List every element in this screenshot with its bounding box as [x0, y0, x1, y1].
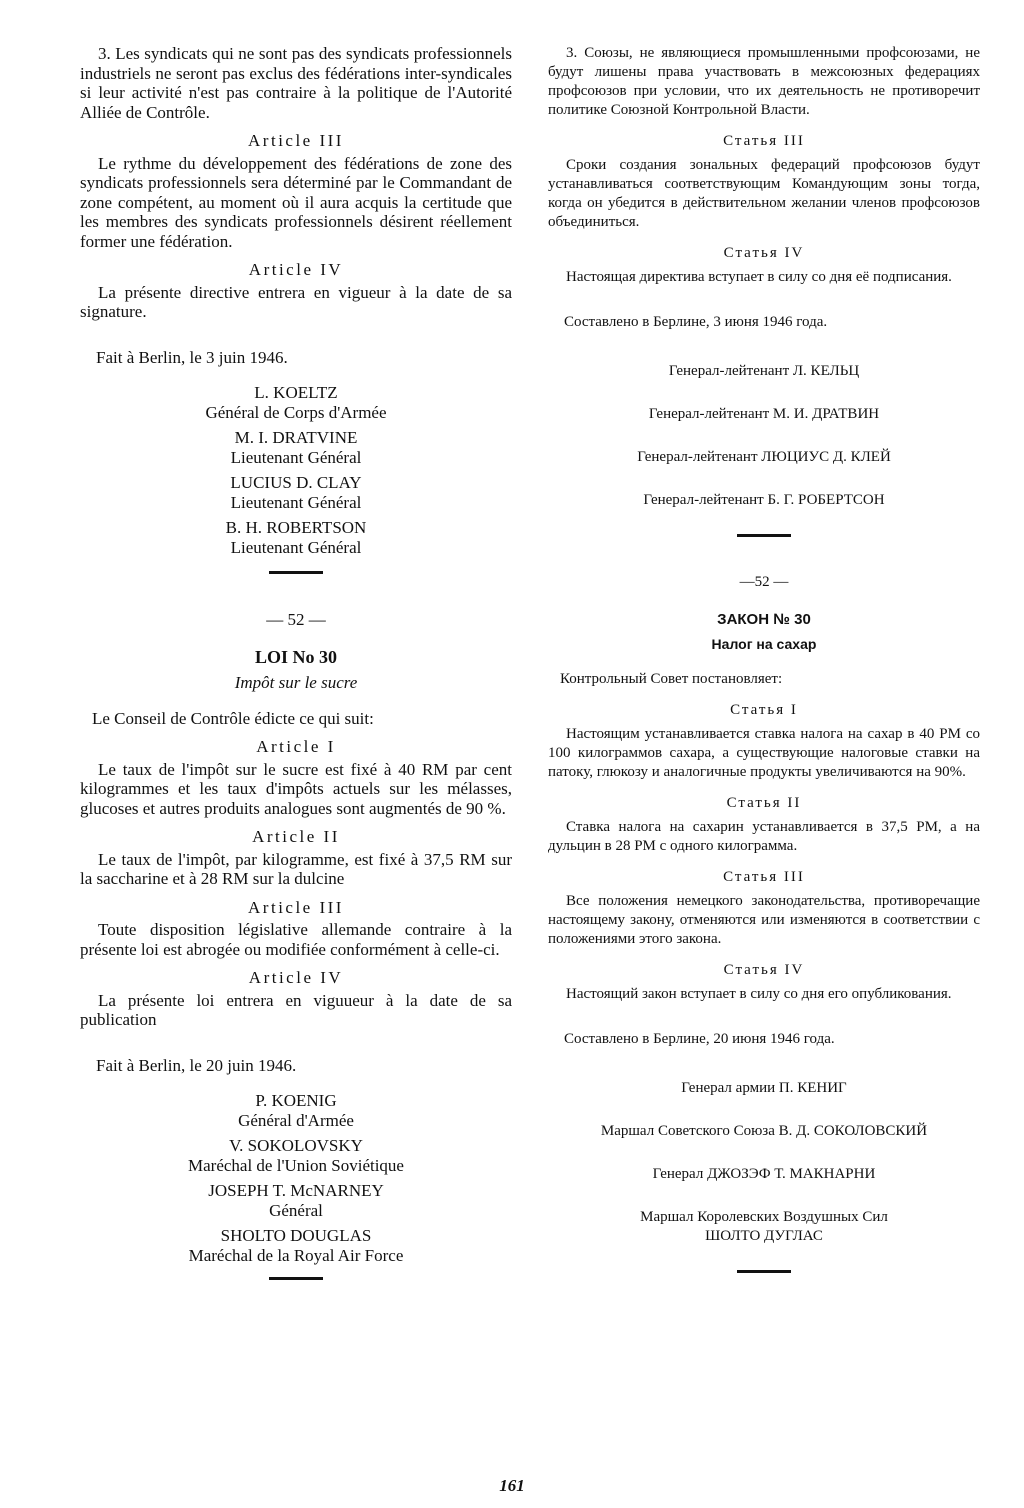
page-number: 161	[499, 1476, 525, 1495]
french-column	[80, 44, 512, 1316]
signatory-name: P. KOENIG	[255, 1091, 337, 1110]
signatory-name: M. I. DRATVINE	[234, 428, 358, 447]
article-text: Ставка налога на сахарин устанавливается в 37,5 РМ, а на дульцин в 28 РМ с одного килограмма.	[548, 819, 980, 854]
signature-line: Генерал-лейтенант ЛЮЦИУС Д. КЛЕЙ	[637, 449, 891, 465]
article-text: Toute disposition législative allemande contraire à la présente loi est abrogée ou modifiée conformément à celle-ci.	[80, 920, 512, 959]
signature-block	[80, 518, 512, 557]
section-divider	[737, 1270, 791, 1273]
signatory-rank: Lieutenant Général	[230, 537, 362, 557]
article-heading: Статья I	[730, 702, 798, 718]
signature-block	[80, 473, 512, 512]
article-heading: Статья III	[723, 133, 805, 149]
law-title: ЗАКОН № 30	[717, 611, 811, 628]
article-heading: Статья II	[726, 795, 802, 811]
signature-line: Генерал армии П. КЕНИГ	[681, 1080, 847, 1096]
law-subtitle: Impôt sur le sucre	[234, 673, 358, 692]
section-divider	[269, 571, 323, 574]
signature-line: Маршал Советского Союза В. Д. СОКОЛОВСКИЙ	[600, 1123, 928, 1139]
article-text: Сроки создания зональных федераций профсоюзов будут устанавливаться соответствующим Командующим зоны тогда, когда он убедится в действительном желании членов профсоюзов объединиться.	[548, 157, 980, 230]
article-heading: Article IV	[248, 968, 344, 987]
article-heading: Article III	[248, 897, 344, 917]
signature-line: Маршал Королевских Воздушных Сил	[640, 1209, 888, 1225]
signatory-rank: Maréchal de l'Union Soviétique	[188, 1155, 404, 1175]
law-intro: Контрольный Совет постановляет:	[560, 671, 783, 687]
article-text: Настоящий закон вступает в силу со дня его опубликования.	[566, 986, 952, 1002]
section-divider	[737, 534, 791, 537]
section-number: —52 —	[739, 574, 789, 590]
signature-block	[80, 1091, 512, 1130]
article-text: Le taux de l'impôt, par kilogramme, est fixé à 37,5 RM sur la saccharine et à 28 RM sur la dulcine	[80, 849, 512, 888]
signatory-rank: Lieutenant Général	[230, 447, 362, 467]
section-number: — 52 —	[266, 610, 326, 629]
article-text: Настоящим устанавливается ставка налога на сахар в 40 РМ со 100 килограммов сахара, а существующие налоговые ставки на патоку, глюкозу и аналогичные продукты увеличиваются на 90%.	[548, 726, 980, 780]
signatory-rank: Maréchal de la Royal Air Force	[188, 1245, 404, 1265]
signature-line: Генерал-лейтенант Б. Г. РОБЕРТСОН	[643, 492, 885, 508]
signatory-rank: Général d'Armée	[238, 1110, 354, 1130]
signature-line: Генерал-лейтенант Л. КЕЛЬЦ	[668, 363, 860, 379]
article-heading: Статья IV	[723, 245, 805, 261]
place-date: Составлено в Берлине, 20 июня 1946 года.	[564, 1031, 835, 1047]
article-heading: Статья III	[723, 869, 805, 885]
place-date: Fait à Berlin, le 3 juin 1946.	[96, 347, 288, 367]
law-intro: Le Conseil de Contrôle édicte ce qui suit:	[92, 708, 374, 728]
signature-line: Генерал ДЖОЗЭФ Т. МАКНАРНИ	[652, 1166, 876, 1182]
article-text: Настоящая директива вступает в силу со дня её подписания.	[566, 269, 952, 285]
article-heading: Article I	[256, 737, 336, 756]
signature-block	[80, 1181, 512, 1220]
article-text: Все положения немецкого законодательства, противоречащие настоящему закону, отменяются или изменяются в соответствии с положениями этого закона.	[548, 893, 980, 947]
signatory-name: B. H. ROBERTSON	[225, 518, 367, 537]
section-divider	[269, 1277, 323, 1280]
article-text: La présente loi entrera en viguueur à la date de sa publication	[80, 990, 512, 1029]
signature-block	[80, 1136, 512, 1175]
signatory-rank: Général	[269, 1200, 323, 1220]
signature-line: Генерал-лейтенант М. И. ДРАТВИН	[648, 406, 880, 422]
law-title: LOI No 30	[254, 646, 337, 667]
signature-block	[80, 383, 512, 422]
signatory-name: L. KOELTZ	[254, 383, 338, 402]
signatory-rank: Général de Corps d'Armée	[205, 402, 387, 422]
article-heading: Article III	[248, 131, 344, 150]
place-date: Fait à Berlin, le 20 juin 1946.	[96, 1055, 297, 1075]
article-heading: Article IV	[248, 260, 344, 279]
article-text: Le rythme du développement des fédérations de zone des syndicats professionnels sera déterminé par le Commandant de zone compétent, au moment où il aura acquis la certitude que les membres des syndicats professionnels désirent réellement former une fédération.	[80, 153, 512, 251]
signature-block	[80, 1226, 512, 1265]
signatory-name: V. SOKOLOVSKY	[229, 1136, 363, 1155]
russian-column	[548, 44, 980, 1309]
signatory-name: SHOLTO DOUGLAS	[220, 1226, 372, 1245]
signatory-rank: Lieutenant Général	[230, 492, 362, 512]
paragraph-3: 3. Союзы, не являющиеся промышленными профсоюзами, не будут лишены права участвовать в межсоюзных федерациях профсоюзов при условии, что их деятельность не противоречит политике Союзной Контрольной Власти.	[548, 45, 980, 118]
law-subtitle: Налог на сахар	[711, 636, 817, 652]
paragraph-3: 3. Les syndicats qui ne sont pas des syndicats professionnels industriels ne seront pas exclus des fédérations inter-syndicales si leur activité n'est pas contraire à la politique de l'Autorité Alliée de Contrôle.	[80, 44, 512, 122]
signatory-name: LUCIUS D. CLAY	[230, 473, 362, 492]
signatory-name: JOSEPH T. McNARNEY	[208, 1181, 384, 1200]
article-text: Le taux de l'impôt sur le sucre est fixé à 40 RM par cent kilogrammes et les taux d'impôts actuels sur les mélasses, glucoses et autres produits analogues sont augmentés de 90 %.	[80, 759, 512, 818]
article-heading: Статья IV	[723, 962, 805, 978]
signature-block	[80, 428, 512, 467]
signature-line: ШОЛТО ДУГЛАС	[705, 1228, 823, 1244]
article-heading: Article II	[252, 827, 340, 846]
place-date: Составлено в Берлине, 3 июня 1946 года.	[564, 314, 828, 330]
article-text: La présente directive entrera en vigueur à la date de sa signature.	[80, 282, 512, 321]
